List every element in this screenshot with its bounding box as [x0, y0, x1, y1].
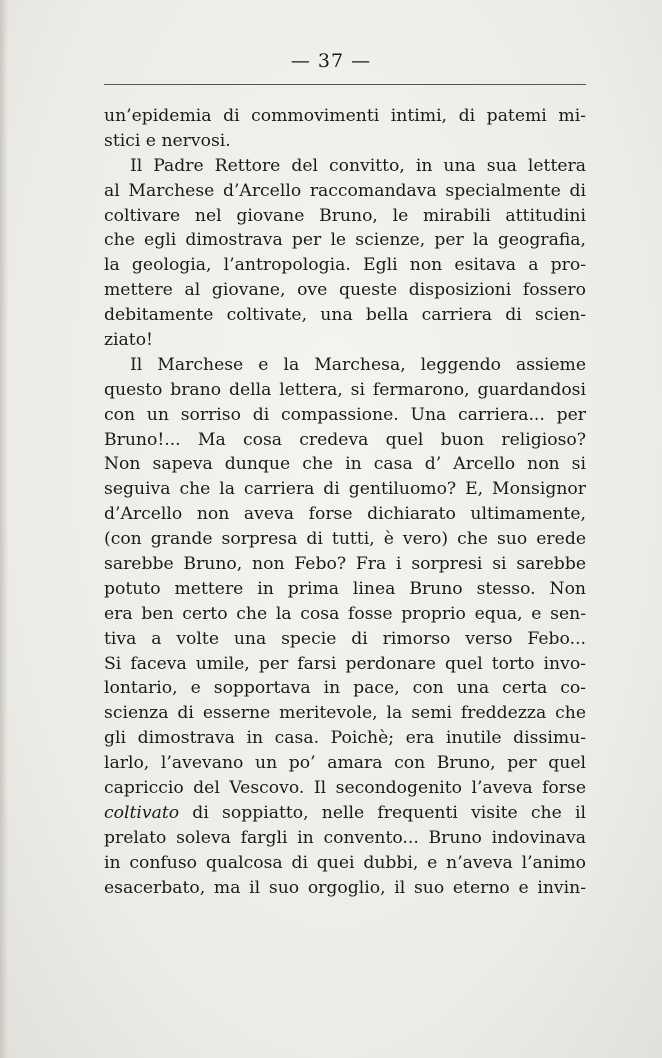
- italic-word: coltivato: [104, 802, 180, 823]
- text-line: la geologia, l’antropologia. Egli non esitava a pro-: [104, 255, 586, 276]
- text-line: questo brano della lettera, si fermarono, guardandosi: [104, 379, 586, 400]
- text-line: lontario, e sopportava in pace, con una certa co-: [104, 678, 586, 699]
- text-line: capriccio del Vescovo. Il secondogenito l’aveva forse: [104, 778, 586, 799]
- text-line: un’epidemia di commovimenti intimi, di patemi mi-: [104, 106, 586, 126]
- text-line: Il Padre Rettore del convitto, in una sua lettera: [130, 155, 586, 176]
- page-edge-shadow: [0, 0, 8, 1058]
- page-number: — 37 —: [290, 50, 372, 72]
- text-line: seguiva che la carriera di gentiluomo? E, Monsignor: [104, 479, 586, 500]
- text-line: [104, 801, 586, 826]
- text-line: Non sapeva dunque che in casa d’ Arcello non si: [104, 454, 586, 475]
- text-line: Il Marchese e la Marchesa, leggendo assieme: [130, 354, 586, 375]
- text-line: con un sorriso di compassione. Una carriera... per: [104, 404, 586, 425]
- text-line: esacerbato, ma il suo orgoglio, il suo eterno e invin-: [104, 877, 586, 898]
- text-line: che egli dimostrava per le scienze, per la geografia,: [104, 230, 586, 251]
- body-text: [104, 104, 586, 901]
- text-line: (con grande sorpresa di tutti, è vero) che suo erede: [104, 529, 586, 550]
- header-rule: [104, 84, 586, 85]
- text-line: scienza di esserne meritevole, la semi freddezza che: [104, 703, 586, 724]
- text-line: Si faceva umile, per farsi perdonare quel torto invo-: [104, 653, 586, 674]
- text-line: al Marchese d’Arcello raccomandava specialmente di: [104, 180, 586, 201]
- text-line: Bruno!... Ma cosa credeva quel buon religioso?: [104, 429, 586, 450]
- text-line: d’Arcello non aveva forse dichiarato ultimamente,: [104, 504, 586, 525]
- text-line: sarebbe Bruno, non Febo? Fra i sorpresi si sarebbe: [104, 554, 586, 575]
- text-line: stici e nervosi.: [104, 130, 231, 151]
- text-line: gli dimostrava in casa. Poichè; era inutile dissimu-: [104, 728, 586, 749]
- text-line: coltivare nel giovane Bruno, le mirabili attitudini: [104, 205, 586, 226]
- text-line: debitamente coltivate, una bella carriera di scien-: [104, 305, 586, 326]
- text-line: in confuso qualcosa di quei dubbi, e n’aveva l’animo: [104, 852, 586, 873]
- text-line-rest: di soppiatto, nelle frequenti visite che il: [179, 802, 586, 823]
- text-line: larlo, l’avevano un po’ amara con Bruno, per quel: [104, 753, 586, 774]
- text-line: tiva a volte una specie di rimorso verso Febo...: [104, 628, 586, 649]
- text-line: ziato!: [104, 330, 153, 351]
- text-line: prelato soleva fargli in convento... Bruno indovinava: [104, 827, 586, 848]
- text-line: era ben certo che la cosa fosse proprio equa, e sen-: [104, 603, 586, 624]
- text-line: mettere al giovane, ove queste disposizioni fossero: [104, 280, 586, 301]
- text-line: potuto mettere in prima linea Bruno stesso. Non: [104, 578, 586, 599]
